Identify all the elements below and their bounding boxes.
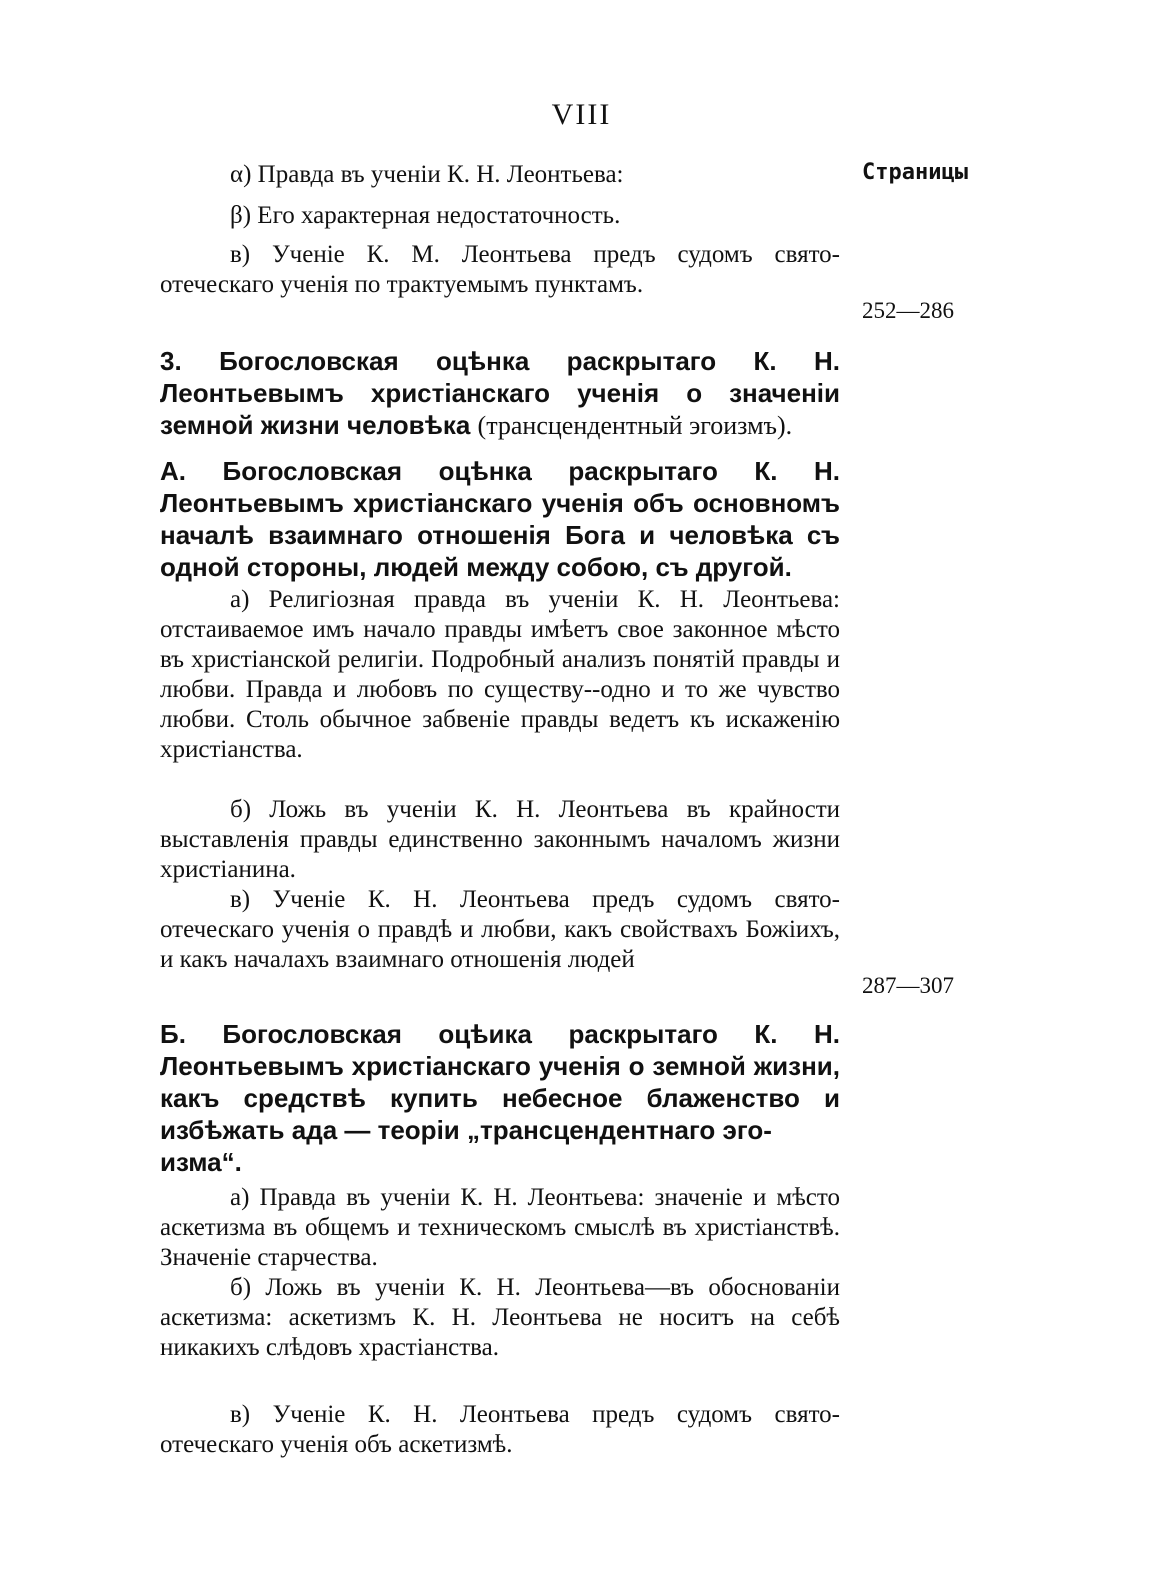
section-a-heading bbox=[160, 455, 840, 583]
entry-b-b-text: б) Ложь въ ученіи К. Н. Леонтьева—въ обоснованіи аскетизма: аскетизмъ К. Н. Леонтьева не носитъ на себѣ никакихъ слѣдовъ храстіанства. bbox=[160, 1274, 840, 1361]
entry-b-a-text: а) Правда въ ученіи К. Н. Леонтьева: значеніе и мѣсто аскетизма въ общемъ и техническомъ смыслѣ въ христіанствѣ. Значеніе старчества. bbox=[160, 1184, 840, 1271]
entry-b-v-text: в) Ученіе К. Н. Леонтьева предъ судомъ свято-отеческаго ученія объ аскетизмѣ. bbox=[160, 1401, 840, 1458]
section-3-heading bbox=[160, 345, 840, 442]
entry-a-v-pages: 287—307 bbox=[862, 973, 954, 998]
entry-v1 bbox=[160, 240, 840, 300]
section-3-subtitle: (трансцендентный эгоизмъ). bbox=[477, 411, 793, 440]
entry-v1-text: в) Ученіе К. М. Леонтьева предъ судомъ свято-отеческаго ученія по трактуемымъ пунктамъ. bbox=[160, 241, 840, 298]
page-number: VIII bbox=[551, 98, 612, 131]
entry-a-b bbox=[160, 795, 840, 885]
entry-b-v bbox=[160, 1400, 840, 1460]
entry-a-v-text: в) Ученіе К. Н. Леонтьева предъ судомъ свято-отеческаго ученія о правдѣ и любви, какъ свойствахъ Божіихъ, и какъ началахъ взаимнаго отношенія людей bbox=[160, 886, 840, 973]
entry-a-a-text: а) Религіозная правда въ ученіи К. Н. Леонтьева: отстаиваемое имъ начало правды имѣетъ свое законное мѣсто въ христіанской религіи. Подробный анализъ понятій правды и любви. Правда и любовъ по существу--одно и то же чувство любви. Столь обычное забвеніе правды ведетъ къ искаженію христіанства. bbox=[160, 586, 840, 763]
entry-alpha bbox=[160, 160, 840, 190]
entry-a-b-text: б) Ложь въ ученіи К. Н. Леонтьева въ крайности выставленія правды единственно законнымъ началомъ жизни христіанина. bbox=[160, 796, 840, 883]
section-3-title: 3. Богословская оцѣнка раскрытаго К. Н. Леонтьевымъ христіанскаго ученія о значеніи земной жизни человѣка bbox=[160, 346, 840, 440]
section-b-title: Б. Богословская оцѣика раскрытаго К. Н. Леонтьевымъ христіанскаго ученія о земной жизни, какъ средствѣ купить небесное блаженство и избѣжать ада — теоріи „трансцендентнаго эго- bbox=[160, 1019, 840, 1145]
entry-b-b bbox=[160, 1273, 840, 1363]
section-b-heading bbox=[160, 1018, 840, 1178]
entry-alpha-text: α) Правда въ ученіи К. Н. Леонтьева: bbox=[230, 161, 624, 188]
entry-beta-text: β) Его характерная недостаточность. bbox=[230, 202, 621, 229]
entry-a-v bbox=[160, 885, 840, 975]
entry-beta bbox=[160, 201, 840, 231]
pages-column-heading: Страницы bbox=[862, 160, 968, 185]
section-b-title-tail: изма“. bbox=[160, 1147, 242, 1177]
entry-v1-pages: 252—286 bbox=[862, 298, 954, 323]
entry-a-a bbox=[160, 585, 840, 765]
section-a-title: А. Богословская оцѣнка раскрытаго К. Н. Леонтьевымъ христіанскаго ученія объ основномъ началѣ взаимнаго отношенія Бога и человѣка съ одной стороны, людей между собою, съ другой. bbox=[160, 456, 840, 582]
entry-b-a bbox=[160, 1183, 840, 1273]
